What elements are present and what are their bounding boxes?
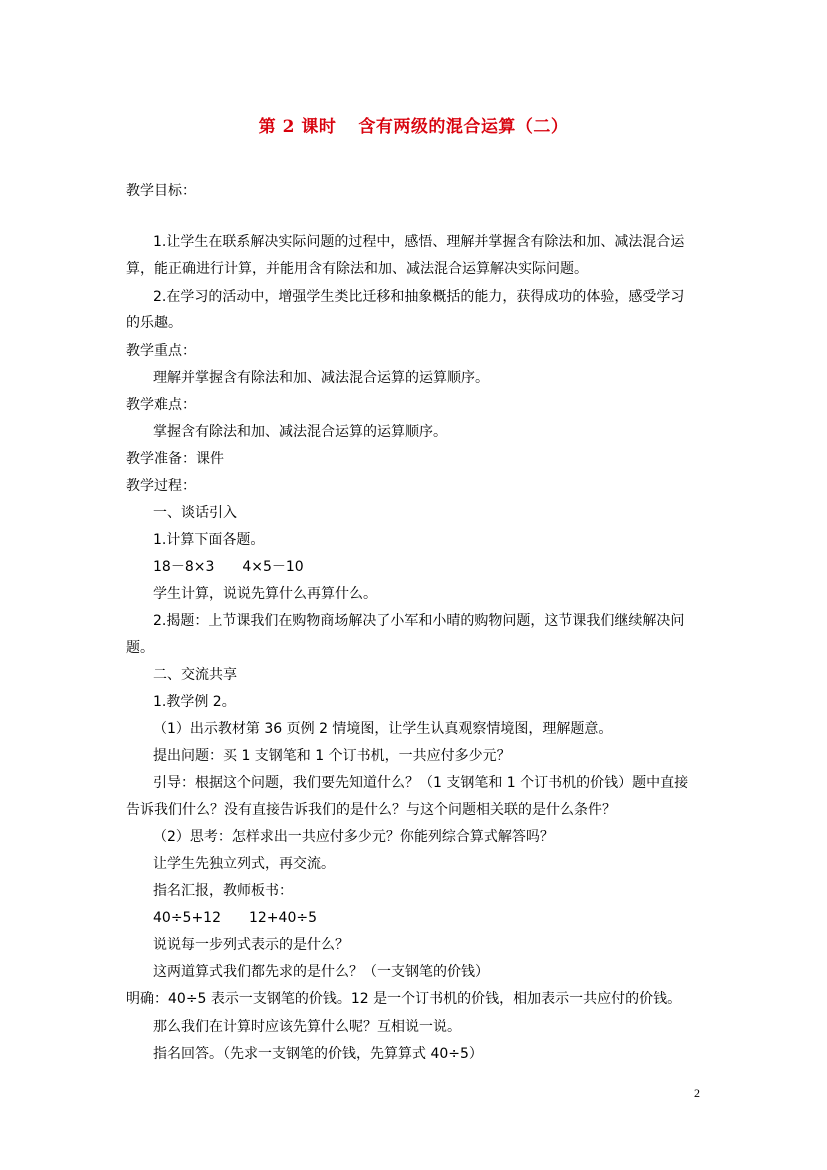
text-line: 18－8×3 4×5－10	[153, 559, 304, 575]
text-line: （2）思考：怎样求出一共应付多少元？你能列综合算式解答吗？	[153, 829, 554, 845]
text-line: 二、交流共享	[153, 667, 237, 683]
page-number: 2	[694, 1086, 700, 1100]
text-line: 明确：40÷5 表示一支钢笔的价钱。12 是一个订书机的价钱，相加表示一共应付的价钱。	[126, 991, 682, 1007]
text-line: 提出问题：买 1 支钢笔和 1 个订书机，一共应付多少元？	[153, 748, 511, 764]
text-line: 掌握含有除法和加、减法混合运算的运算顺序。	[153, 424, 447, 440]
text-line: 1.让学生在联系解决实际问题的过程中，感悟、理解并掌握含有除法和加、减法混合运	[153, 234, 685, 250]
text-line: 教学难点：	[126, 397, 196, 413]
text-line: 理解并掌握含有除法和加、减法混合运算的运算顺序。	[153, 370, 489, 386]
text-line: 教学重点：	[126, 343, 196, 359]
text-line: 让学生先独立列式，再交流。	[153, 856, 335, 872]
text-line: 告诉我们什么？没有直接告诉我们的是什么？与这个问题相关联的是什么条件？	[126, 802, 616, 818]
text-line: 说说每一步列式表示的是什么？	[153, 937, 349, 953]
text-line: 2.揭题：上节课我们在购物商场解决了小军和小晴的购物问题，这节课我们继续解决问	[153, 613, 685, 629]
text-line: 教学过程：	[126, 478, 196, 494]
text-line: 题。	[126, 640, 154, 656]
lesson-title	[0, 112, 827, 137]
text-line: 那么我们在计算时应该先算什么呢？互相说一说。	[153, 1019, 461, 1035]
text-line: 教学准备：课件	[126, 451, 224, 467]
text-line: 一、谈话引入	[153, 505, 237, 521]
text-line: 1.教学例 2。	[153, 694, 236, 710]
text-line: 40÷5+12 12+40÷5	[153, 910, 317, 926]
text-line: 这两道算式我们都先求的是什么？（一支钢笔的价钱）	[153, 964, 489, 980]
text-line: 教学目标：	[126, 183, 196, 199]
lesson-topic: 含有两级的混合运算（二）	[358, 117, 569, 137]
text-line: 引导：根据这个问题，我们要先知道什么？（1 支钢笔和 1 个订书机的价钱）题中直接	[153, 775, 689, 791]
text-line: 的乐趣。	[126, 315, 182, 331]
text-line: 学生计算，说说先算什么再算什么。	[153, 586, 377, 602]
text-line: 指名回答。（先求一支钢笔的价钱，先算算式 40÷5）	[153, 1046, 483, 1062]
text-line: 指名汇报，教师板书：	[153, 883, 293, 899]
lesson-number: 第 2 课时	[258, 117, 337, 137]
text-line: 1.计算下面各题。	[153, 532, 265, 548]
text-line: 2.在学习的活动中，增强学生类比迁移和抽象概括的能力，获得成功的体验，感受学习	[153, 289, 685, 305]
text-line: （1）出示教材第 36 页例 2 情境图，让学生认真观察情境图，理解题意。	[153, 721, 613, 737]
text-line: 算，能正确进行计算，并能用含有除法和加、减法混合运算解决实际问题。	[126, 261, 588, 277]
